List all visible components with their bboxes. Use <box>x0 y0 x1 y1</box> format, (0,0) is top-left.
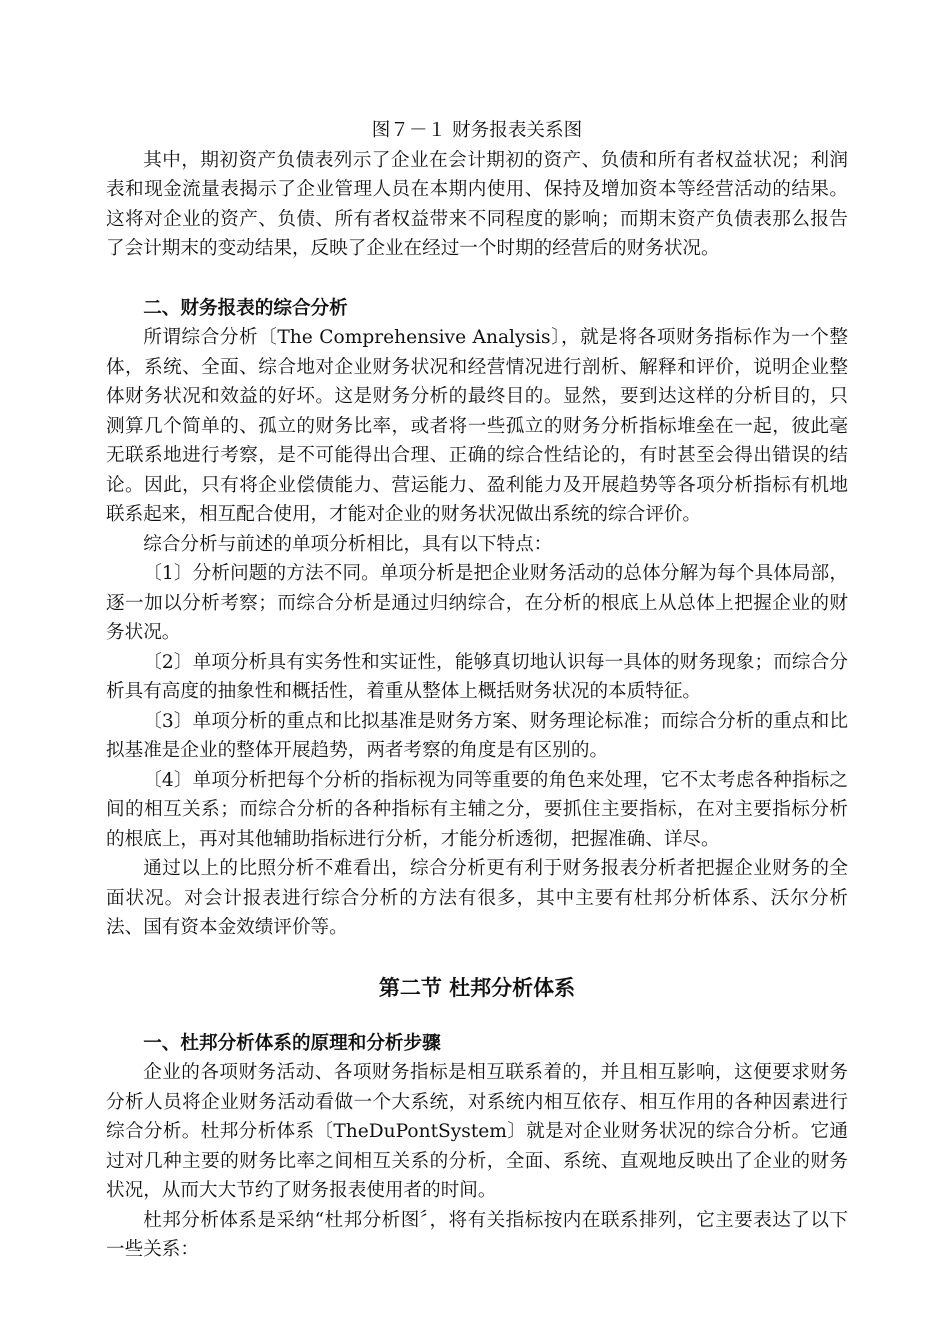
intro-paragraph: 其中，期初资产负债表列示了企业在会计期初的资产、负债和所有者权益状况；利润表和现金流量表揭示了企业管理人员在本期内使用、保持及增加资本等经营活动的结果。这将对企业的资产、负债、所有者权益带来不同程度的影响；而期末资产负债表那么报告了会计期末的变动结果，反映了企业在经过一个时期的经营后的财务状况。 <box>106 149 848 259</box>
paragraph-feature-1: 〔1〕分析问题的方法不同。单项分析是把企业财务活动的总体分解为每个具体局部，逐一加以分析考察；而综合分析是通过归纳综合，在分析的根底上从总体上把握企业的财务状况。 <box>106 563 848 643</box>
paragraph-conclusion: 通过以上的比照分析不难看出，综合分析更有利于财务报表分析者把握企业财务的全面状况。对会计报表进行综合分析的方法有很多，其中主要有杜邦分析体系、沃尔分析法、国有资本金效绩评价等。 <box>106 858 848 938</box>
section-heading-dupont-principle: 一、杜邦分析体系的原理和分析步骤 <box>143 1032 441 1054</box>
spacer <box>106 264 848 294</box>
figure-caption: 图７－１ 财务报表关系图 <box>371 120 583 141</box>
paragraph-features-intro: 综合分析与前述的单项分析相比，具有以下特点： <box>143 533 553 555</box>
chapter-section-title: 第二节 杜邦分析体系 <box>378 974 576 1000</box>
section-heading-comprehensive-analysis: 二、财务报表的综合分析 <box>143 297 348 319</box>
paragraph-feature-2: 〔2〕单项分析具有实务性和实证性，能够真切地认识每一具体的财务现象；而综合分析具有高度的抽象性和概括性，着重从整体上概括财务状况的本质特征。 <box>106 651 848 702</box>
paragraph-feature-3: 〔3〕单项分析的重点和比拟基准是财务方案、财务理论标准；而综合分析的重点和比拟基准是企业的整体开展趋势，两者考察的角度是有区别的。 <box>106 710 848 761</box>
paragraph-definition: 所谓综合分析〔The Comprehensive Analysis〕，就是将各项财务指标作为一个整体，系统、全面、综合地对企业财务状况和经营情况进行剖析、解释和评价，说明企业整体财务状况和效益的好坏。这是财务分析的最终目的。显然，要到达这样的分析目的，只测算几个简单的、孤立的财务比率，或者将一些孤立的财务分析指标堆垒在一起，彼此毫无联系地进行考察，是不可能得出合理、正确的综合性结论的，有时甚至会得出错误的结论。因此，只有将企业偿债能力、营运能力、盈利能力及开展趋势等各项分析指标有机地联系起来，相互配合使用，才能对企业的财务状况做出系统的综合评价。 <box>106 327 848 525</box>
paragraph-dupont-chart: 杜邦分析体系是采纳“杜邦分析图〞，将有关指标按内在联系排列，它主要表达了以下一些关系： <box>106 1209 848 1260</box>
document-body <box>106 116 848 1265</box>
paragraph-dupont-overview: 企业的各项财务活动、各项财务指标是相互联系着的，并且相互影响，这便要求财务分析人员将企业财务活动看做一个大系统，对系统内相互依存、相互作用的各种因素进行综合分析。杜邦分析体系〔TheDuPontSystem〕就是对企业财务状况的综合分析。它通过对几种主要的财务比率之间相互关系的分析，全面、系统、直观地反映出了企业的财务状况，从而大大节约了财务报表使用者的时间。 <box>106 1062 848 1201</box>
paragraph-feature-4: 〔4〕单项分析把每个分析的指标视为同等重要的角色来处理，它不太考虑各种指标之间的相互关系；而综合分析的各种指标有主辅之分，要抓住主要指标，在对主要指标分析的根底上，再对其他辅助指标进行分析，才能分析透彻，把握准确、详尽。 <box>106 769 848 850</box>
